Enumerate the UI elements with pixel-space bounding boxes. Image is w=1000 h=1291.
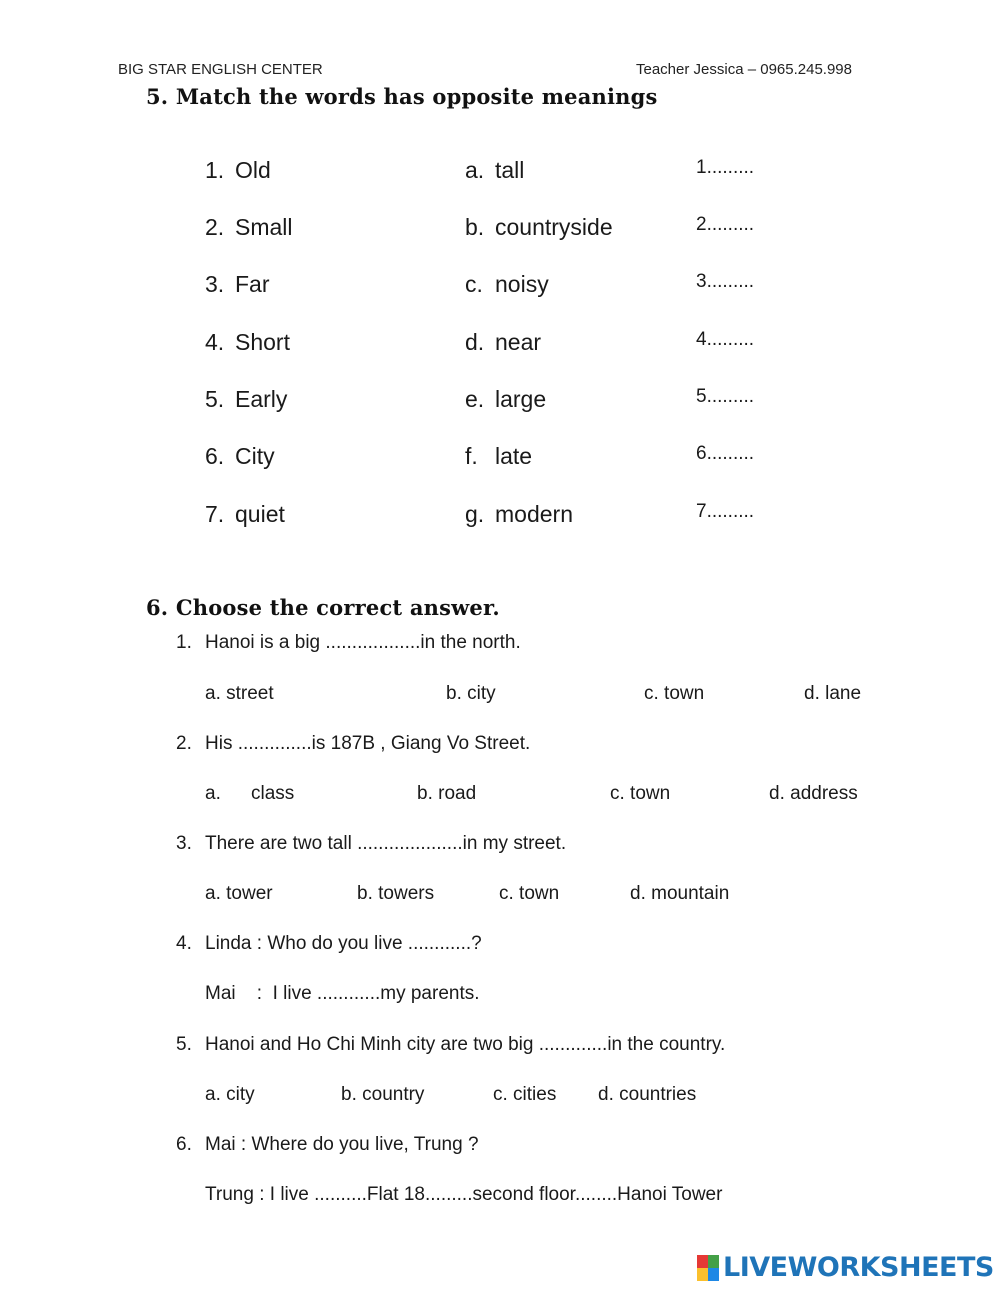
right-item-letter-4: d. [465,329,485,355]
q1-option-a[interactable]: a. street [205,683,274,704]
left-item-word-4: Short [235,329,290,355]
question-6-text: Mai : Where do you live, Trung ? [205,1134,479,1155]
logo-text: LIVEWORKSHEETS [723,1252,994,1283]
section-5-title: 5. Match the words has opposite meanings [146,84,658,109]
right-item-word-5: large [495,386,547,412]
question-2-text: His ..............is 187B , Giang Vo Street. [205,733,531,754]
q5-option-b[interactable]: b. country [341,1084,425,1105]
q5-option-a[interactable]: a. city [205,1084,255,1105]
question-4-answer-line: Mai : I live ............my parents. [205,983,480,1004]
q2-option-a-letter[interactable]: a. [205,783,221,804]
right-item-word-2: countryside [495,214,613,240]
question-5-text: Hanoi and Ho Chi Minh city are two big .............in the country. [205,1034,726,1055]
q2-option-c[interactable]: c. town [610,783,671,804]
logo-blocks-icon [697,1255,719,1281]
left-item-word-7: quiet [235,501,285,527]
question-4-number: 4. [176,933,192,954]
answer-blank-6[interactable]: 6......... [696,443,755,464]
q5-option-c[interactable]: c. cities [493,1084,557,1105]
q3-option-d[interactable]: d. mountain [630,883,730,904]
answer-blank-5[interactable]: 5......... [696,386,755,407]
question-5-number: 5. [176,1034,192,1055]
right-item-letter-1: a. [465,157,485,183]
question-6-number: 6. [176,1134,192,1155]
q3-option-c[interactable]: c. town [499,883,560,904]
q2-option-b[interactable]: b. road [417,783,477,804]
left-item-word-3: Far [235,271,270,297]
q5-option-d[interactable]: d. countries [598,1084,697,1105]
left-item-word-1: Old [235,157,271,183]
q3-option-b[interactable]: b. towers [357,883,435,904]
header-center-name: BIG STAR ENGLISH CENTER [118,61,323,78]
q2-option-d[interactable]: d. address [769,783,858,804]
answer-blank-3[interactable]: 3......... [696,271,755,292]
right-item-letter-5: e. [465,386,485,412]
left-item-number-4: 4. [205,329,225,355]
answer-blank-7[interactable]: 7......... [696,501,755,522]
question-3-text: There are two tall ....................in my street. [205,833,567,854]
left-item-number-5: 5. [205,386,225,412]
left-item-word-2: Small [235,214,293,240]
q1-option-d[interactable]: d. lane [804,683,862,704]
q1-option-c[interactable]: c. town [644,683,705,704]
question-1-text: Hanoi is a big ..................in the north. [205,632,521,653]
answer-blank-4[interactable]: 4......... [696,329,755,350]
question-1-number: 1. [176,632,192,653]
section-6-title: 6. Choose the correct answer. [146,595,500,620]
right-item-letter-3: c. [465,271,483,297]
question-4-text: Linda : Who do you live ............? [205,933,482,954]
q2-option-a[interactable]: class [251,783,295,804]
right-item-word-7: modern [495,501,573,527]
left-item-word-6: City [235,443,275,469]
answer-blank-1[interactable]: 1......... [696,157,755,178]
left-item-word-5: Early [235,386,288,412]
left-item-number-2: 2. [205,214,225,240]
right-item-word-1: tall [495,157,525,183]
q1-option-b[interactable]: b. city [446,683,496,704]
right-item-word-3: noisy [495,271,549,297]
right-item-letter-7: g. [465,501,485,527]
left-item-number-1: 1. [205,157,225,183]
right-item-word-6: late [495,443,533,469]
right-item-word-4: near [495,329,542,355]
header-teacher-contact: Teacher Jessica – 0965.245.998 [636,61,852,78]
left-item-number-7: 7. [205,501,225,527]
right-item-letter-2: b. [465,214,485,240]
left-item-number-3: 3. [205,271,225,297]
question-2-number: 2. [176,733,192,754]
right-item-letter-6: f. [465,443,478,469]
liveworksheets-logo [697,1252,994,1283]
question-3-number: 3. [176,833,192,854]
q3-option-a[interactable]: a. tower [205,883,273,904]
answer-blank-2[interactable]: 2......... [696,214,755,235]
left-item-number-6: 6. [205,443,225,469]
question-6-answer-line: Trung : I live ..........Flat 18.........second floor........Hanoi Tower [205,1184,723,1205]
